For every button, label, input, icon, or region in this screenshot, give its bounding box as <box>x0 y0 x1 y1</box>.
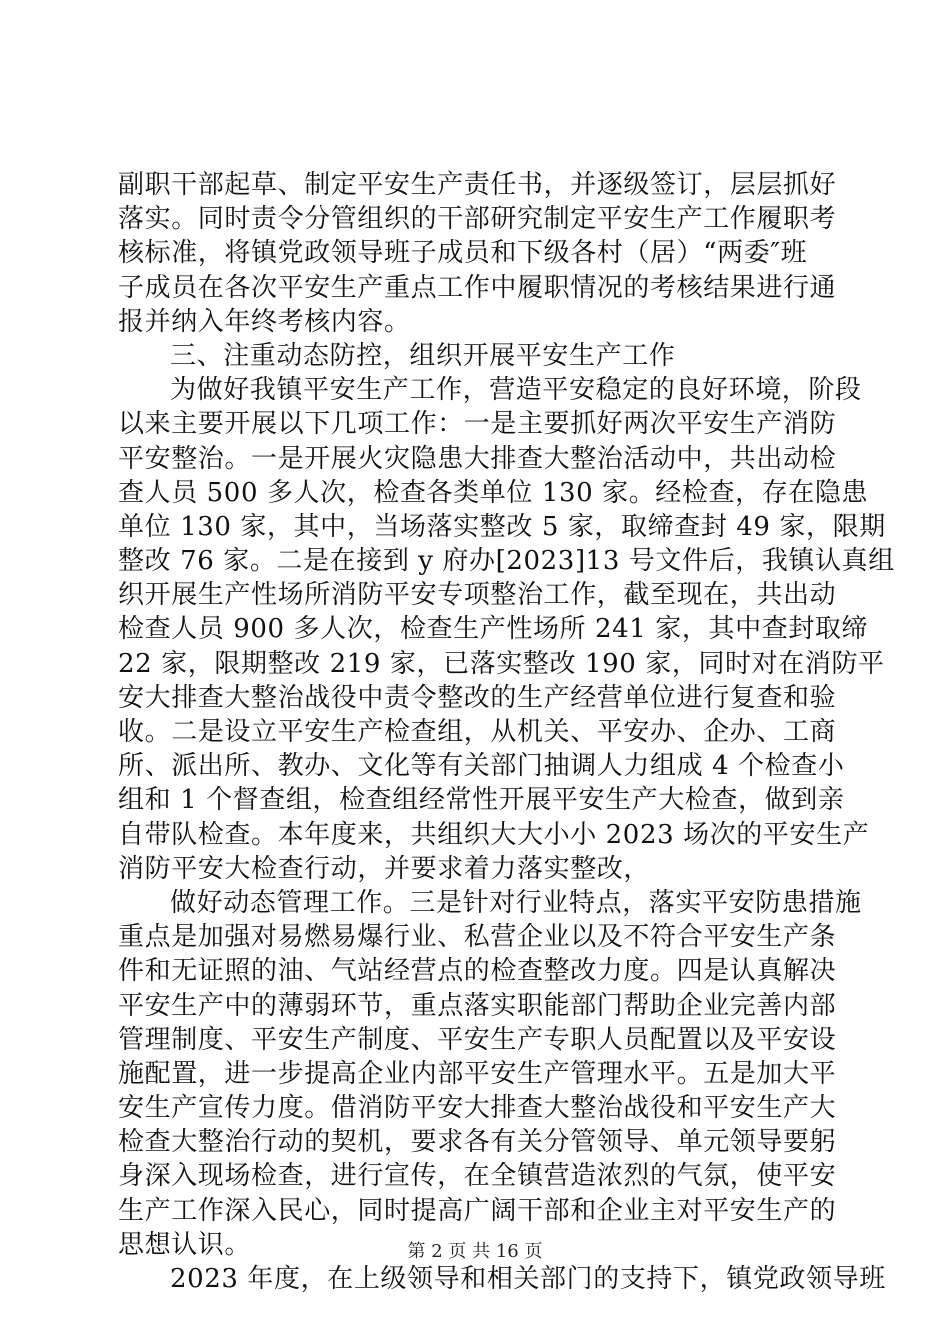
text-line: 所、派出所、教办、文化等有关部门抽调人力组成 4 个检查小 <box>118 751 845 782</box>
text-line: 做好动态管理工作。三是针对行业特点，落实平安防患措施 <box>170 887 862 918</box>
text-line: 检查大整治行动的契机，要求各有关分管领导、单元领导要躬 <box>118 1127 837 1158</box>
text-line: 重点是加强对易燃易爆行业、私营企业以及不符合平安生产条 <box>118 922 837 953</box>
document-body <box>118 168 895 1296</box>
text-line: 22 家，限期整改 219 家，已落实整改 190 家，同时对在消防平 <box>118 648 885 679</box>
text-line: 子成员在各次平安生产重点工作中履职情况的考核结果进行通 <box>118 272 837 303</box>
text-line: 管理制度、平安生产制度、平安生产专职人员配置以及平安设 <box>118 1024 837 1055</box>
text-line: 为做好我镇平安生产工作，营造平安稳定的良好环境，阶段 <box>170 375 862 406</box>
text-line: 织开展生产性场所消防平安专项整治工作，截至现在，共出动 <box>118 580 837 611</box>
text-line: 整改 76 家。二是在接到 y 府办[2023]13 号文件后，我镇认真组 <box>118 546 895 577</box>
text-line: 三、注重动态防控，组织开展平安生产工作 <box>170 340 676 371</box>
text-line: 单位 130 家，其中，当场落实整改 5 家，取缔查封 49 家，限期 <box>118 511 886 542</box>
text-line: 报并纳入年终考核内容。 <box>118 306 411 337</box>
text-line: 安大排查大整治战役中责令整改的生产经营单位进行复查和验 <box>118 682 837 713</box>
text-line: 2023 年度，在上级领导和相关部门的支持下，镇党政领导班 <box>170 1264 886 1294</box>
text-line: 自带队检查。本年度来，共组织大大小小 2023 场次的平安生产 <box>118 819 870 850</box>
page-footer: 第 2 页 共 16 页 <box>407 1241 543 1262</box>
text-line: 以来主要开展以下几项工作：一是主要抓好两次平安生产消防 <box>118 409 837 440</box>
text-line: 查人员 500 多人次，检查各类单位 130 家。经检查，存在隐患 <box>118 477 869 508</box>
text-line: 平安整治。一是开展火灾隐患大排查大整治活动中，共出动检 <box>118 443 837 474</box>
text-line: 平安生产中的薄弱环节，重点落实职能部门帮助企业完善内部 <box>118 990 837 1021</box>
text-line: 检查人员 900 多人次，检查生产性场所 241 家，其中查封取缔 <box>118 614 869 645</box>
text-line: 安生产宣传力度。借消防平安大排查大整治战役和平安生产大 <box>118 1093 837 1124</box>
text-line: 核标准，将镇党政领导班子成员和下级各村（居）“两委″班 <box>118 238 808 269</box>
text-line: 生产工作深入民心，同时提高广阔干部和企业主对平安生产的 <box>118 1195 837 1226</box>
text-line: 思想认识。 <box>118 1229 252 1260</box>
text-line: 收。二是设立平安生产检查组，从机关、平安办、企办、工商 <box>118 717 837 747</box>
text-line: 组和 1 个督查组，检查组经常性开展平安生产大检查，做到亲 <box>118 785 845 816</box>
text-line: 施配置，进一步提高企业内部平安生产管理水平。五是加大平 <box>118 1058 837 1089</box>
text-line: 身深入现场检查，进行宣传，在全镇营造浓烈的气氛，使平安 <box>118 1161 837 1192</box>
text-line: 副职干部起草、制定平安生产责任书，并逐级签订，层层抓好 <box>118 170 837 200</box>
text-line: 消防平安大检查行动，并要求着力落实整改， <box>118 853 651 884</box>
text-line: 件和无证照的油、气站经营点的检查整改力度。四是认真解决 <box>118 956 837 987</box>
text-line: 落实。同时责令分管组织的干部研究制定平安生产工作履职考 <box>118 204 837 235</box>
